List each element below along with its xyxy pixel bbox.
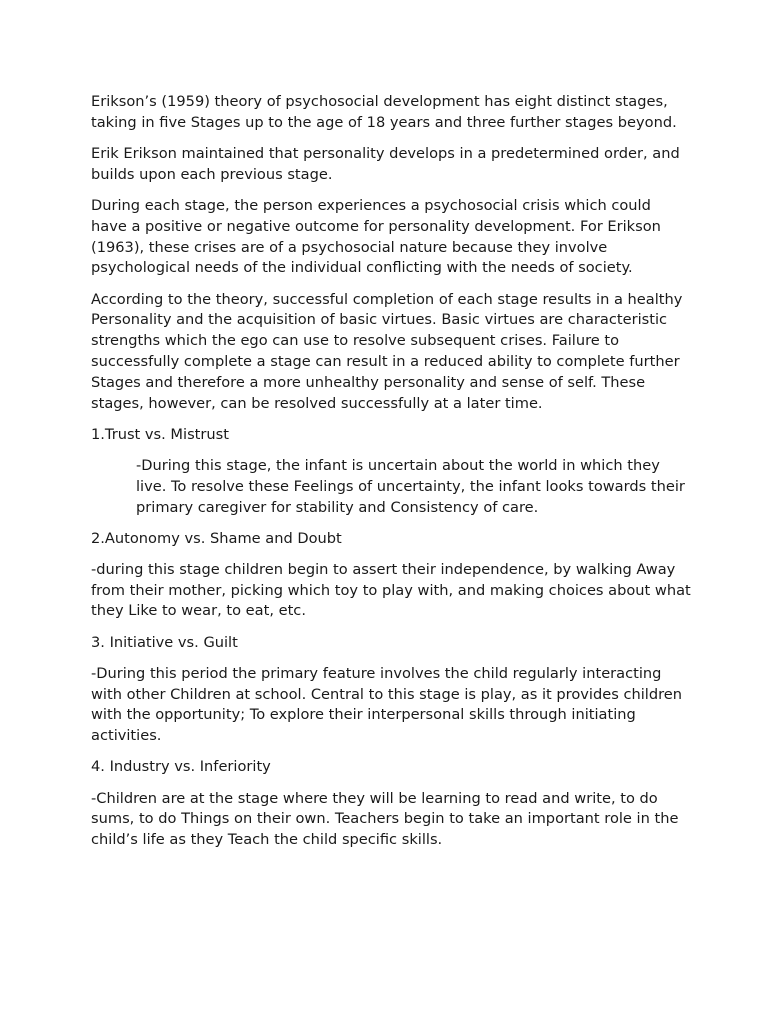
intro-paragraph: Erikson’s (1959) theory of psychosocial development has eight distinct stages, taking in five Stages up to the age of 18 years and three further stages beyond. xyxy=(91,93,677,131)
stage-4-description: -Children are at the stage where they will be learning to read and write, to do sums, to do Things on their own. Teachers begin to take an important role in the child’s life as they Teach the child specific skills. xyxy=(91,789,679,849)
stage-3-heading: 3. Initiative vs. Guilt xyxy=(91,633,238,651)
stage-3-description: -During this period the primary feature involves the child regularly interacting with other Children at school. Central to this stage is play, as it provides children with the opportunity; To explore their interpersonal skills through initiating activities. xyxy=(91,664,683,745)
crisis-paragraph: During each stage, the person experiences a psychosocial crisis which could have a positive or negative outcome for personality development. For Erikson (1963), these crises are of a psychosocial nature because they involve psychological needs of the individual conflicting with the needs of society. xyxy=(91,196,661,277)
virtues-paragraph: According to the theory, successful completion of each stage results in a healthy Personality and the acquisition of basic virtues. Basic virtues are characteristic strengths which the ego can use to resolve subsequent crises. Failure to successfully complete a stage can result in a reduced ability to complete further Stages and therefore a more unhealthy personality and sense of self. These stages, however, can be resolved successfully at a later time. xyxy=(91,290,683,412)
personality-order-paragraph: Erik Erikson maintained that personality develops in a predetermined order, and builds upon each previous stage. xyxy=(91,144,680,183)
stage-2-heading: 2.Autonomy vs. Shame and Doubt xyxy=(91,529,342,547)
stage-1-heading: 1.Trust vs. Mistrust xyxy=(91,425,229,443)
stage-2-description: -during this stage children begin to assert their independence, by walking Away from their mother, picking which toy to play with, and making choices about what they Like to wear, to eat, etc. xyxy=(91,560,691,620)
stage-4-heading: 4. Industry vs. Inferiority xyxy=(91,758,271,776)
stage-1-description: -During this stage, the infant is uncertain about the world in which they live. To resolve these Feelings of uncertainty, the infant looks towards their primary caregiver for stability and Consistency of care. xyxy=(136,456,685,516)
document-page xyxy=(91,92,691,861)
